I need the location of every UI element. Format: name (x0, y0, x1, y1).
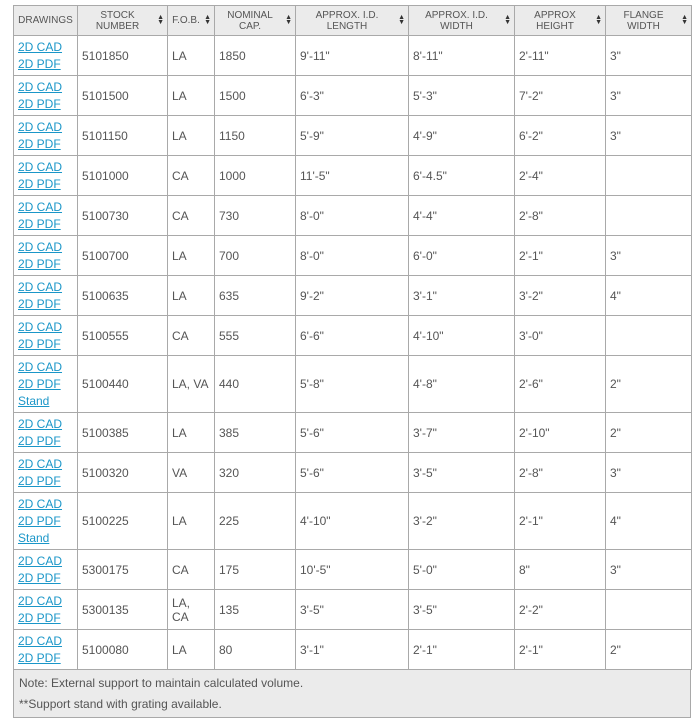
note-line: Note: External support to maintain calculated volume. (19, 676, 304, 690)
table-row (14, 156, 692, 196)
drawing-link-2d-cad[interactable]: 2D CAD (18, 39, 63, 54)
cell-width: 3'-2" (409, 493, 515, 550)
column-header-flange-width[interactable] (606, 6, 692, 36)
cell-flange: 3" (606, 550, 692, 590)
column-header-fob[interactable] (168, 6, 215, 36)
drawings-cell (14, 36, 78, 76)
drawing-link-2d-cad[interactable]: 2D CAD (18, 79, 63, 94)
column-header-stock-number[interactable] (78, 6, 168, 36)
cell-width: 5'-3" (409, 76, 515, 116)
cell-cap: 80 (215, 630, 296, 670)
cell-stock: 5100385 (78, 413, 168, 453)
drawing-link-2d-cad[interactable]: 2D CAD (18, 496, 63, 511)
cell-length: 11'-5" (296, 156, 409, 196)
drawing-link-2d-pdf[interactable]: 2D PDF (18, 256, 61, 271)
cell-flange: 3" (606, 76, 692, 116)
drawing-link-2d-pdf[interactable]: 2D PDF (18, 650, 61, 665)
cell-stock: 5100700 (78, 236, 168, 276)
cell-height: 8" (515, 550, 606, 590)
column-header-label: DRAWINGS (18, 15, 73, 26)
sort-arrows-icon[interactable]: ▲ ▼ (504, 14, 511, 26)
table-notes (13, 670, 691, 718)
cell-stock: 5100730 (78, 196, 168, 236)
cell-width: 5'-0" (409, 550, 515, 590)
cell-height: 2'-6" (515, 356, 606, 413)
sort-arrows-icon[interactable]: ▲ ▼ (285, 14, 292, 26)
cell-stock: 5100635 (78, 276, 168, 316)
cell-fob: LA (168, 116, 215, 156)
cell-height: 2'-11" (515, 36, 606, 76)
cell-fob: LA (168, 236, 215, 276)
cell-cap: 1850 (215, 36, 296, 76)
drawing-link-2d-cad[interactable]: 2D CAD (18, 159, 63, 174)
drawing-link-2d-pdf[interactable]: 2D PDF (18, 96, 61, 111)
cell-width: 3'-5" (409, 590, 515, 630)
column-header-label: APPROX. I.D. (315, 9, 379, 21)
cell-flange (606, 156, 692, 196)
cell-stock: 5101000 (78, 156, 168, 196)
cell-length: 5'-8" (296, 356, 409, 413)
cell-width: 2'-1" (409, 630, 515, 670)
table-row (14, 196, 692, 236)
column-header-label: WIDTH (440, 20, 473, 32)
table-row (14, 413, 692, 453)
drawing-link-2d-cad[interactable]: 2D CAD (18, 456, 63, 471)
column-header-label: APPROX. I.D. (425, 9, 488, 21)
drawing-link-2d-pdf[interactable]: 2D PDF (18, 433, 61, 448)
drawings-cell (14, 493, 78, 550)
column-header-label: NUMBER (95, 20, 140, 32)
drawings-cell (14, 630, 78, 670)
cell-cap: 555 (215, 316, 296, 356)
drawing-link-2d-pdf[interactable]: 2D PDF (18, 176, 61, 191)
drawing-link-2d-cad[interactable]: 2D CAD (18, 633, 63, 648)
table-body (14, 36, 692, 670)
cell-width: 8'-11" (409, 36, 515, 76)
sort-arrows-icon[interactable]: ▲ ▼ (204, 14, 211, 26)
cell-height: 2'-1" (515, 236, 606, 276)
drawing-link-2d-cad[interactable]: 2D CAD (18, 239, 63, 254)
sort-arrows-icon[interactable]: ▲ ▼ (595, 14, 602, 26)
drawing-link-2d-cad[interactable]: 2D CAD (18, 279, 63, 294)
table-row (14, 36, 692, 76)
cell-stock: 5100225 (78, 493, 168, 550)
cell-length: 3'-5" (296, 590, 409, 630)
cell-cap: 225 (215, 493, 296, 550)
drawing-link-stand[interactable]: Stand (18, 393, 50, 408)
cell-height: 2'-10" (515, 413, 606, 453)
cell-width: 4'-8" (409, 356, 515, 413)
cell-width: 4'-9" (409, 116, 515, 156)
cell-cap: 1150 (215, 116, 296, 156)
cell-cap: 440 (215, 356, 296, 413)
drawing-link-2d-pdf[interactable]: 2D PDF (18, 216, 61, 231)
cell-fob: LA, CA (168, 590, 215, 630)
drawing-link-2d-cad[interactable]: 2D CAD (18, 199, 63, 214)
cell-stock: 5300135 (78, 590, 168, 630)
drawings-cell (14, 453, 78, 493)
drawing-link-2d-pdf[interactable]: 2D PDF (18, 56, 61, 71)
cell-width: 3'-1" (409, 276, 515, 316)
column-header-label: NOMINAL (227, 9, 273, 21)
cell-length: 3'-1" (296, 630, 409, 670)
column-header-approx-id-width[interactable] (409, 6, 515, 36)
drawing-link-stand[interactable]: Stand (18, 530, 50, 545)
sort-arrows-icon[interactable]: ▲ ▼ (398, 14, 405, 26)
cell-cap: 1500 (215, 76, 296, 116)
cell-length: 4'-10" (296, 493, 409, 550)
cell-length: 6'-3" (296, 76, 409, 116)
table-row (14, 453, 692, 493)
cell-flange: 3" (606, 453, 692, 493)
table-row (14, 356, 692, 413)
cell-length: 10'-5" (296, 550, 409, 590)
cell-height: 2'-4" (515, 156, 606, 196)
cell-width: 4'-4" (409, 196, 515, 236)
cell-stock: 5101850 (78, 36, 168, 76)
cell-flange: 3" (606, 36, 692, 76)
sort-arrows-icon[interactable]: ▲ ▼ (157, 14, 164, 26)
drawings-cell (14, 550, 78, 590)
cell-height: 3'-0" (515, 316, 606, 356)
column-header-label: HEIGHT (536, 20, 574, 32)
cell-height: 6'-2" (515, 116, 606, 156)
cell-length: 5'-6" (296, 453, 409, 493)
table-row (14, 116, 692, 156)
drawings-cell (14, 276, 78, 316)
cell-width: 4'-10" (409, 316, 515, 356)
table-row (14, 590, 692, 630)
drawings-cell (14, 316, 78, 356)
cell-stock: 5300175 (78, 550, 168, 590)
cell-cap: 320 (215, 453, 296, 493)
drawing-link-2d-pdf[interactable]: 2D PDF (18, 336, 61, 351)
drawings-cell (14, 76, 78, 116)
cell-fob: LA, VA (168, 356, 215, 413)
cell-flange (606, 196, 692, 236)
drawing-link-2d-pdf[interactable]: 2D PDF (18, 570, 61, 585)
cell-width: 3'-7" (409, 413, 515, 453)
cell-flange: 3" (606, 236, 692, 276)
cell-stock: 5100080 (78, 630, 168, 670)
cell-fob: LA (168, 413, 215, 453)
cell-width: 6'-0" (409, 236, 515, 276)
product-table-container (13, 5, 691, 718)
drawings-cell (14, 196, 78, 236)
cell-cap: 700 (215, 236, 296, 276)
cell-fob: LA (168, 36, 215, 76)
cell-height: 7'-2" (515, 76, 606, 116)
product-table (13, 5, 692, 670)
column-header-drawings (14, 6, 78, 36)
cell-fob: LA (168, 630, 215, 670)
table-header-row (14, 6, 692, 36)
drawings-cell (14, 236, 78, 276)
cell-cap: 635 (215, 276, 296, 316)
column-header-label: WIDTH (627, 20, 660, 32)
cell-flange: 4" (606, 493, 692, 550)
drawings-cell (14, 590, 78, 630)
cell-length: 8'-0" (296, 236, 409, 276)
cell-flange: 2" (606, 356, 692, 413)
cell-flange (606, 590, 692, 630)
drawing-link-2d-pdf[interactable]: 2D PDF (18, 136, 61, 151)
cell-length: 5'-6" (296, 413, 409, 453)
cell-stock: 5100555 (78, 316, 168, 356)
drawing-link-2d-cad[interactable]: 2D CAD (18, 416, 63, 431)
cell-cap: 1000 (215, 156, 296, 196)
column-header-label: LENGTH (326, 20, 368, 32)
table-row (14, 493, 692, 550)
column-header-label: APPROX (534, 9, 576, 21)
drawings-cell (14, 413, 78, 453)
cell-fob: VA (168, 453, 215, 493)
cell-stock: 5100320 (78, 453, 168, 493)
drawing-link-2d-cad[interactable]: 2D CAD (18, 319, 63, 334)
cell-stock: 5101150 (78, 116, 168, 156)
cell-cap: 175 (215, 550, 296, 590)
cell-height: 3'-2" (515, 276, 606, 316)
cell-width: 6'-4.5" (409, 156, 515, 196)
column-header-label: CAP. (238, 20, 262, 32)
table-row (14, 76, 692, 116)
cell-fob: LA (168, 276, 215, 316)
drawings-cell (14, 116, 78, 156)
table-row (14, 276, 692, 316)
cell-height: 2'-8" (515, 196, 606, 236)
cell-height: 2'-1" (515, 493, 606, 550)
cell-cap: 730 (215, 196, 296, 236)
cell-height: 2'-8" (515, 453, 606, 493)
drawing-link-2d-pdf[interactable]: 2D PDF (18, 610, 61, 625)
cell-fob: LA (168, 493, 215, 550)
table-row (14, 630, 692, 670)
cell-fob: LA (168, 76, 215, 116)
cell-cap: 385 (215, 413, 296, 453)
table-row (14, 236, 692, 276)
cell-height: 2'-1" (515, 630, 606, 670)
drawing-link-2d-cad[interactable]: 2D CAD (18, 359, 63, 374)
table-row (14, 316, 692, 356)
cell-length: 8'-0" (296, 196, 409, 236)
drawing-link-2d-cad[interactable]: 2D CAD (18, 553, 63, 568)
cell-fob: CA (168, 196, 215, 236)
cell-flange: 2" (606, 413, 692, 453)
column-header-label: F.O.B. (172, 15, 200, 26)
cell-length: 9'-2" (296, 276, 409, 316)
cell-flange: 2" (606, 630, 692, 670)
cell-width: 3'-5" (409, 453, 515, 493)
cell-length: 9'-11" (296, 36, 409, 76)
cell-flange (606, 316, 692, 356)
cell-length: 5'-9" (296, 116, 409, 156)
column-header-approx-id-length[interactable] (296, 6, 409, 36)
drawing-link-2d-pdf[interactable]: 2D PDF (18, 296, 61, 311)
note-line: **Support stand with grating available. (19, 697, 222, 711)
cell-flange: 3" (606, 116, 692, 156)
cell-height: 2'-2" (515, 590, 606, 630)
cell-fob: CA (168, 550, 215, 590)
drawing-link-2d-pdf[interactable]: 2D PDF (18, 376, 61, 391)
drawing-link-2d-pdf[interactable]: 2D PDF (18, 473, 61, 488)
cell-stock: 5100440 (78, 356, 168, 413)
drawing-link-2d-cad[interactable]: 2D CAD (18, 593, 63, 608)
column-header-label: STOCK (100, 9, 135, 21)
table-row (14, 550, 692, 590)
cell-fob: CA (168, 156, 215, 196)
cell-stock: 5101500 (78, 76, 168, 116)
cell-cap: 135 (215, 590, 296, 630)
drawing-link-2d-pdf[interactable]: 2D PDF (18, 513, 61, 528)
cell-length: 6'-6" (296, 316, 409, 356)
drawings-cell (14, 156, 78, 196)
column-header-approx-height[interactable] (515, 6, 606, 36)
column-header-nominal-cap[interactable] (215, 6, 296, 36)
sort-arrows-icon[interactable]: ▲ ▼ (681, 14, 688, 26)
column-header-label: FLANGE (623, 9, 664, 21)
cell-flange: 4" (606, 276, 692, 316)
drawing-link-2d-cad[interactable]: 2D CAD (18, 119, 63, 134)
cell-fob: CA (168, 316, 215, 356)
drawings-cell (14, 356, 78, 413)
